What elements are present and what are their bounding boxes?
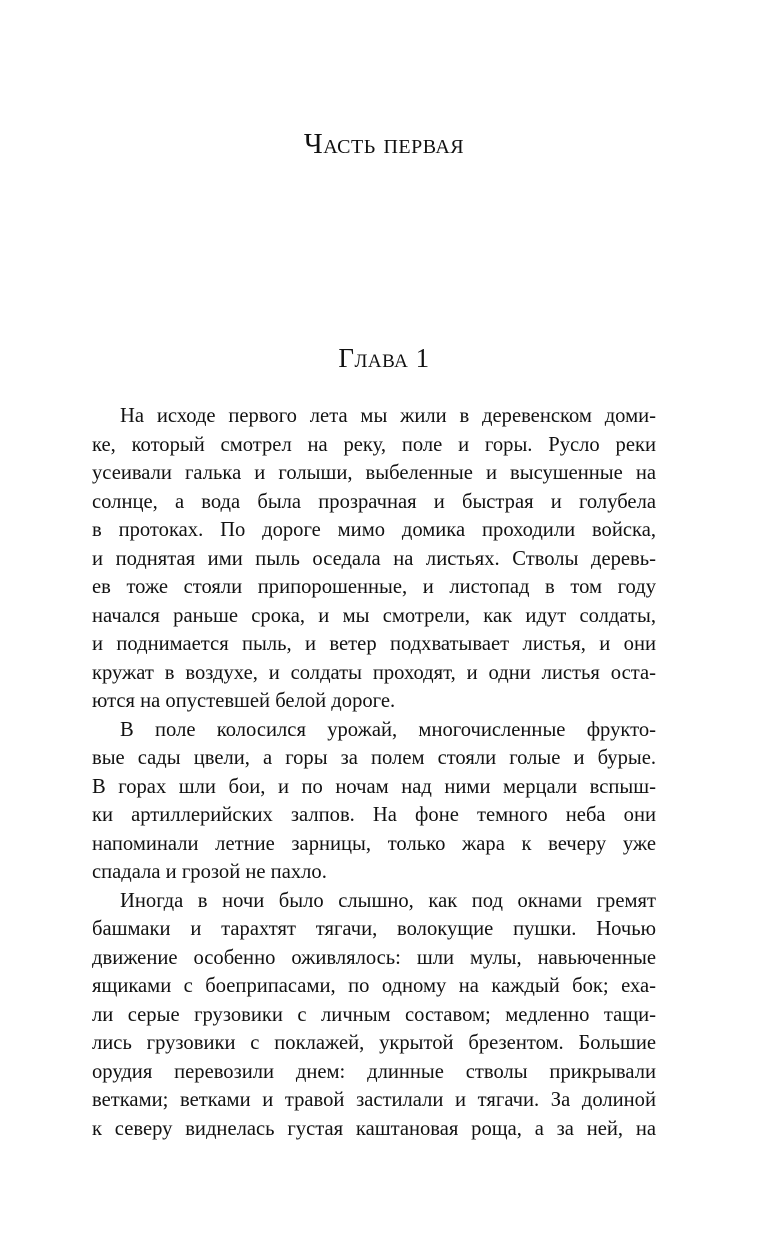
text-line: солнце, а вода была прозрачная и быстрая и голубела (92, 490, 656, 513)
text-line: усеивали галька и голыши, выбеленные и высушенные на (92, 462, 656, 484)
text-line: движение особенно оживлялось: шли мулы, навьюченные (92, 946, 656, 969)
text-line: и поднимается пыль, и ветер подхватывает листья, и они (92, 633, 656, 655)
text-line: ветками; ветками и травой застилали и тягачи. За долиной (92, 1089, 656, 1111)
text-line: ли серые грузовики с личным составом; медленно тащи- (92, 1003, 656, 1026)
text-line: В поле колосился урожай, многочисленные фрукто- (120, 718, 656, 741)
text-line: лись грузовики с поклажей, укрытой брезентом. Большие (92, 1032, 656, 1054)
text-line: вые сады цвели, а горы за полем стояли голые и бурые. (92, 747, 656, 769)
text-line: в протоках. По дороге мимо домика проходили войска, (92, 519, 656, 541)
text-line: спадала и грозой не пахло. (92, 861, 327, 883)
text-line: башмаки и тарахтят тягачи, волокущие пушки. Ночью (92, 918, 656, 940)
text-line: ящиками с боеприпасами, по одному на каждый бок; еха- (92, 975, 656, 997)
paragraph (92, 716, 656, 887)
text-line: кружат в воздухе, и солдаты проходят, и одни листья оста- (92, 661, 656, 684)
text-line: ев тоже стояли припорошенные, и листопад в том году (92, 576, 656, 598)
text-line: В горах шли бои, и по ночам над ними мерцали вспыш- (92, 775, 656, 798)
text-line: и поднятая ими пыль оседала на листьях. Стволы деревь- (92, 547, 656, 570)
text-line: Иногда в ночи было слышно, как под окнами гремят (120, 889, 656, 912)
paragraph (92, 402, 656, 716)
part-title: Часть первая (303, 128, 465, 160)
text-line: к северу виднелась густая каштановая роща, а за ней, на (92, 1117, 656, 1140)
paragraph (92, 887, 656, 1144)
text-line: орудия перевозили днем: длинные стволы прикрывали (92, 1060, 656, 1083)
chapter-title: Глава 1 (338, 343, 430, 373)
text-line: ки артиллерийских залпов. На фоне темного неба они (92, 804, 656, 826)
text-line: начался раньше срока, и мы смотрели, как идут солдаты, (92, 604, 656, 627)
text-line: ке, который смотрел на реку, поле и горы. Русло реки (92, 433, 656, 456)
text-line: На исходе первого лета мы жили в деревенском доми- (120, 405, 656, 427)
text-line: ются на опустевшей белой дороге. (92, 690, 396, 712)
chapter-body-text (92, 402, 656, 1143)
text-line: напоминали летние зарницы, только жара к вечеру уже (92, 832, 656, 855)
